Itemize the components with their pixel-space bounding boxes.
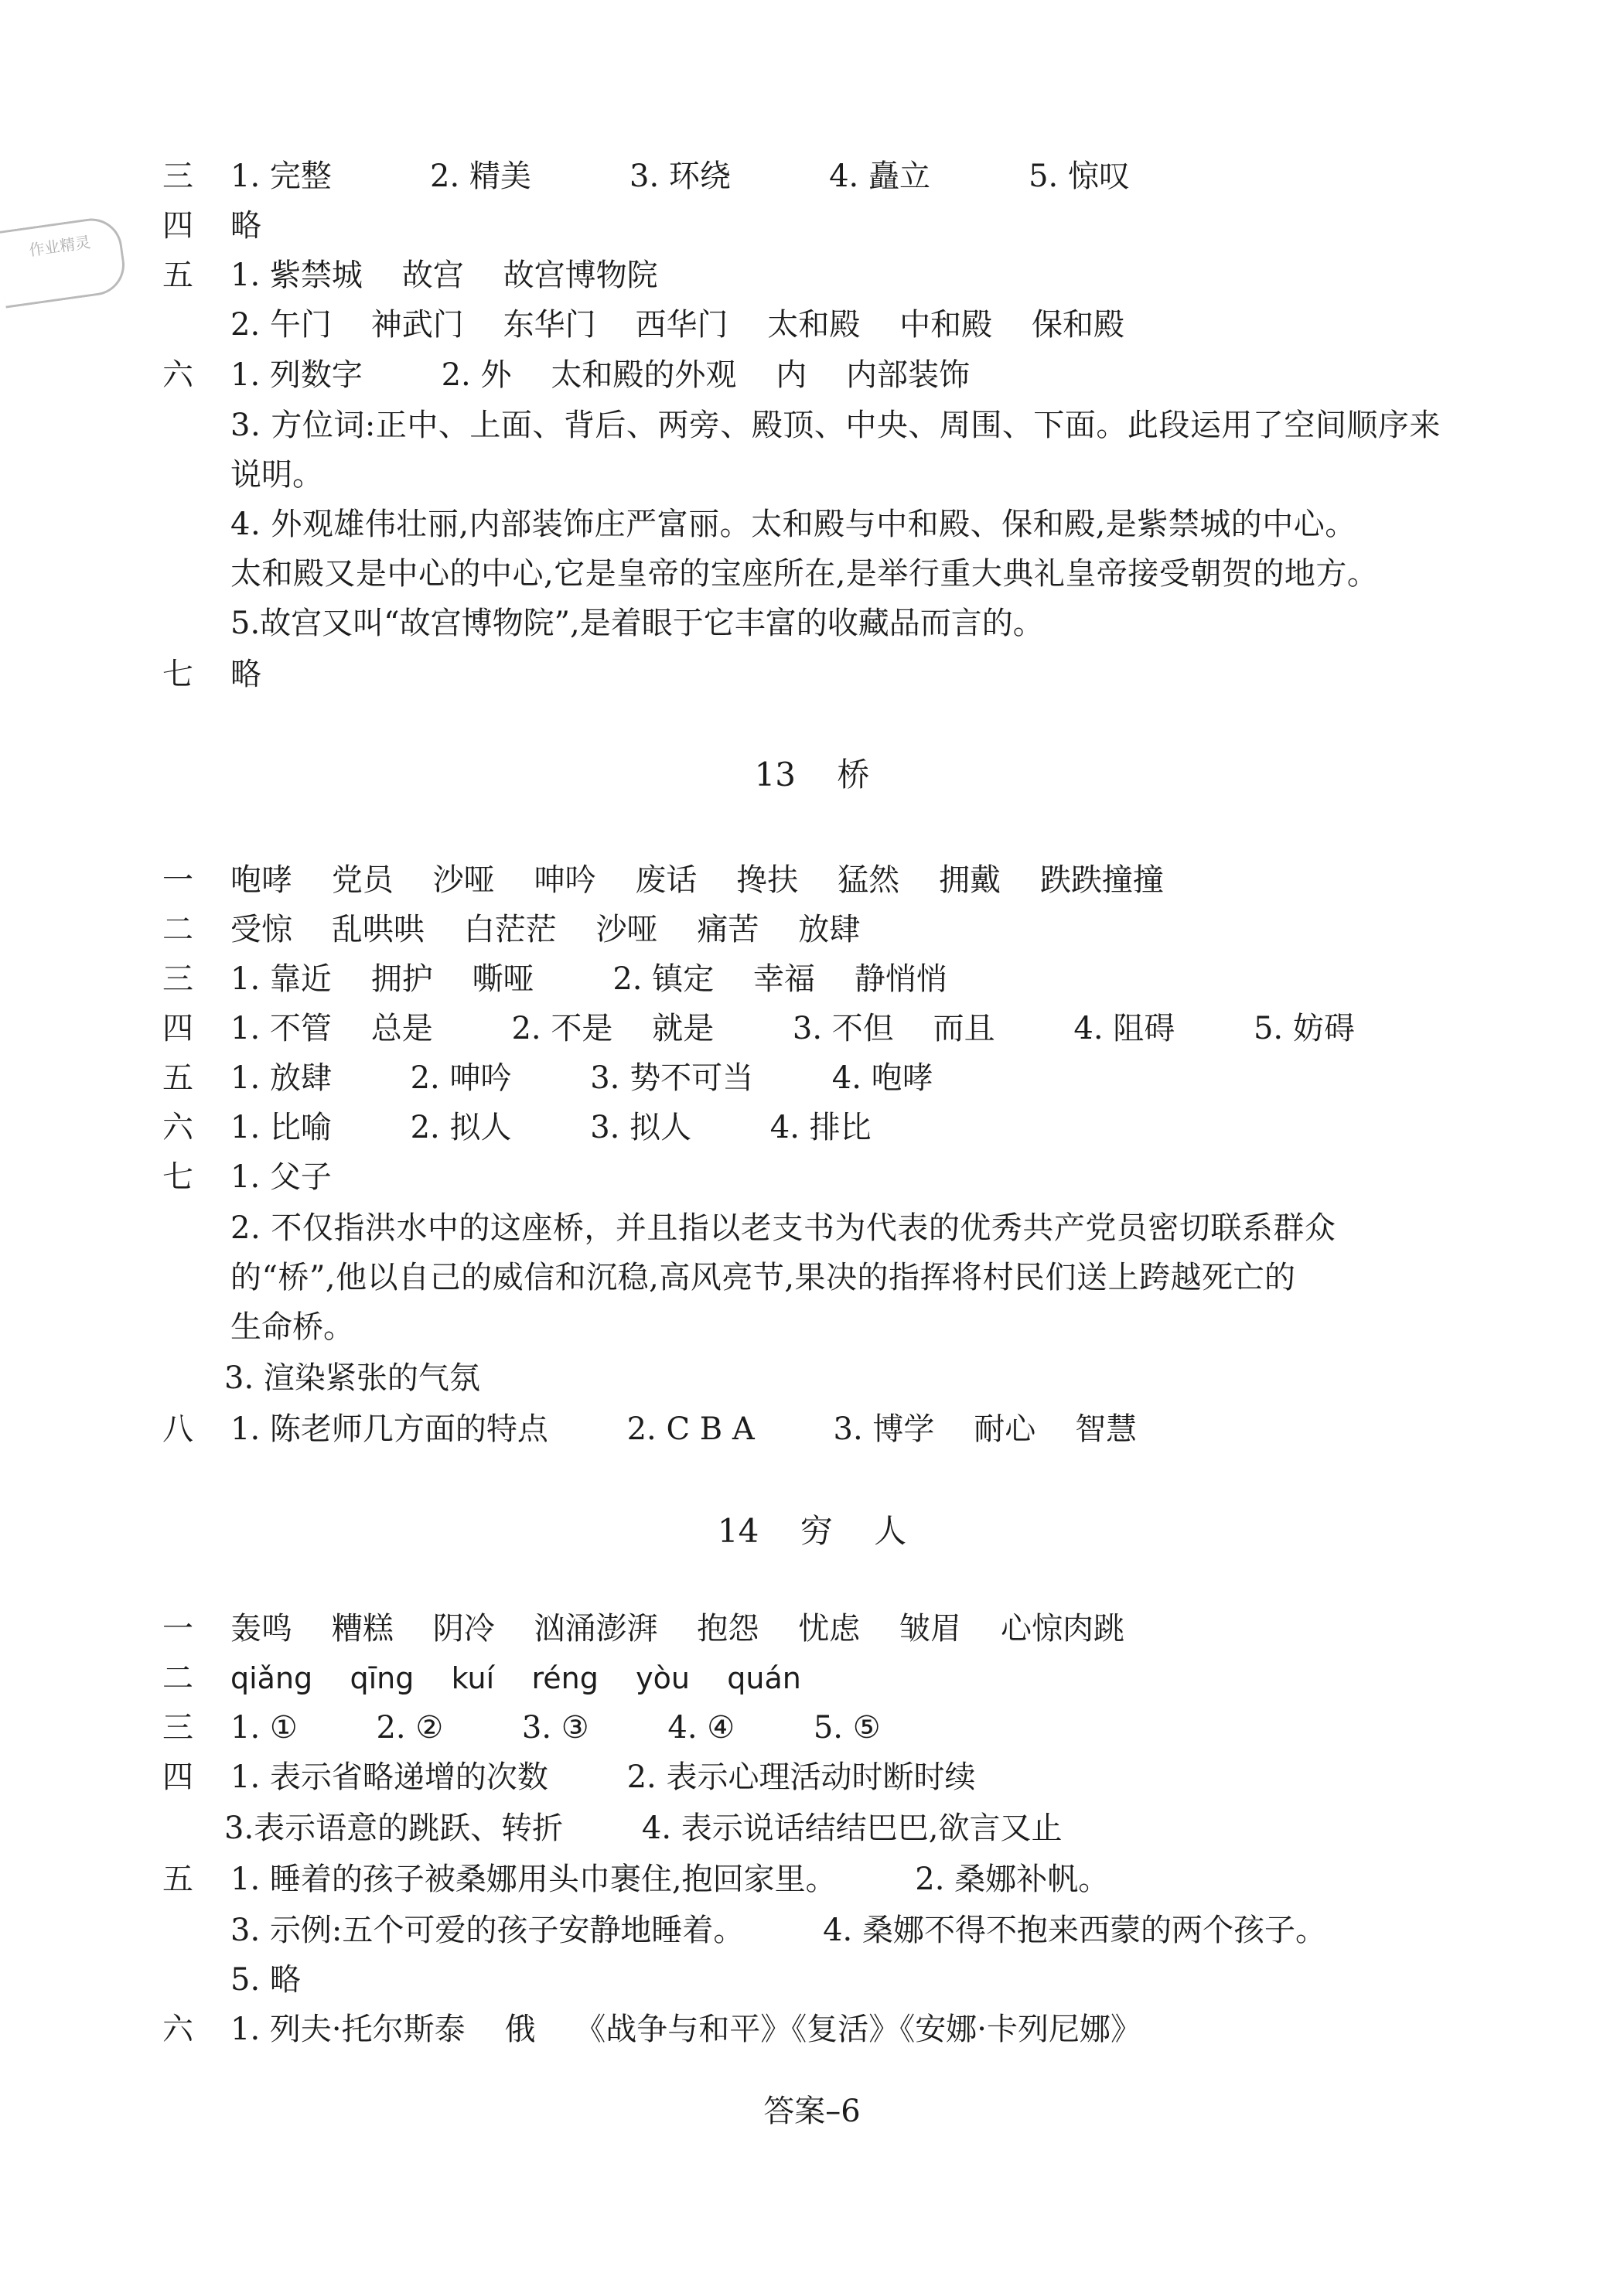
answer-text: 2. 午门 神武门 东华门 西华门 太和殿 中和殿 保和殿 xyxy=(230,307,1125,343)
answer-text: 生命桥。 xyxy=(230,1309,354,1345)
answer-text: 略 xyxy=(230,208,261,244)
answer-text: 的“桥”,他以自己的威信和沉稳,高风亮节,果决的指挥将村民们送上跨越死亡的 xyxy=(230,1260,1296,1295)
stamp-text: 作业精灵 xyxy=(27,232,92,260)
answer-line xyxy=(0,1805,1624,1852)
answer-line xyxy=(0,1254,1624,1301)
answer-line xyxy=(0,501,1624,548)
question-number: 五 xyxy=(162,1060,193,1096)
answer-line xyxy=(0,1705,1624,1751)
answer-line xyxy=(0,1406,1624,1452)
answer-text: 1. ① 2. ② 3. ③ 4. ④ 5. ⑤ xyxy=(230,1710,881,1746)
answer-line xyxy=(0,252,1624,299)
question-number: 二 xyxy=(162,1660,193,1696)
answer-text: 轰鸣 糟糕 阴冷 汹涌澎湃 抱怨 忧虑 皱眉 心惊肉跳 xyxy=(230,1611,1125,1647)
answer-line xyxy=(0,2006,1624,2053)
answer-text: 1. 放肆 2. 呻吟 3. 势不可当 4. 咆哮 xyxy=(230,1060,933,1096)
answer-line xyxy=(0,1907,1624,1954)
question-number: 四 xyxy=(162,1759,193,1795)
question-number: 三 xyxy=(162,159,193,194)
answer-text: 1. 不管 总是 2. 不是 就是 3. 不但 而且 4. 阻碍 5. 妨碍 xyxy=(230,1011,1355,1046)
question-number: 五 xyxy=(162,258,193,293)
answer-text: 5. 略 xyxy=(230,1962,301,1998)
answer-line xyxy=(0,1154,1624,1200)
answer-line xyxy=(0,1055,1624,1101)
answer-text: 2. 不仅指洪水中的这座桥，并且指以老支书为代表的优秀共产党员密切联系群众 xyxy=(230,1210,1336,1246)
question-number: 三 xyxy=(162,1710,193,1746)
answer-line xyxy=(0,1304,1624,1350)
answer-line xyxy=(0,1205,1624,1251)
answer-line xyxy=(0,600,1624,647)
answer-line xyxy=(0,551,1624,597)
answer-text: 1. 表示省略递增的次数 2. 表示心理活动时断时续 xyxy=(230,1759,976,1795)
answer-line xyxy=(0,651,1624,698)
answer-text: 略 xyxy=(230,657,261,692)
answer-line xyxy=(0,402,1624,449)
answer-text: 受惊 乱哄哄 白茫茫 沙哑 痛苦 放肆 xyxy=(230,912,861,947)
section-title: 14 穷 人 xyxy=(717,1512,907,1550)
answer-text: 1. 列夫·托尔斯泰 俄 《战争与和平》《复活》《安娜·卡列尼娜》 xyxy=(230,2012,1142,2047)
question-number: 二 xyxy=(162,912,193,947)
section-title: 13 桥 xyxy=(754,756,870,794)
answer-text: 咆哮 党员 沙哑 呻吟 废话 搀扶 猛然 拥戴 跌跌撞撞 xyxy=(230,862,1164,898)
answer-line xyxy=(0,906,1624,953)
question-number: 四 xyxy=(162,1011,193,1046)
answer-line xyxy=(0,352,1624,398)
answer-line xyxy=(0,452,1624,498)
answer-line xyxy=(0,857,1624,903)
answer-line xyxy=(0,1355,1624,1401)
answer-text: 太和殿又是中心的中心,它是皇帝的宝座所在,是举行重大典礼皇帝接受朝贺的地方。 xyxy=(230,556,1379,592)
answer-text: 1. 比喻 2. 拟人 3. 拟人 4. 排比 xyxy=(230,1110,872,1145)
answer-line xyxy=(0,1606,1624,1652)
answer-line xyxy=(0,302,1624,348)
answer-text: 1. 靠近 拥护 嘶哑 2. 镇定 幸福 静悄悄 xyxy=(230,961,947,997)
answer-text: 3.表示语意的跳跃、转折 4. 表示说话结结巴巴,欲言又止 xyxy=(224,1811,1063,1846)
question-number: 六 xyxy=(162,357,193,393)
answer-line xyxy=(0,1655,1624,1701)
answer-text: 3. 示例:五个可爱的孩子安静地睡着。 4. 桑娜不得不抱来西蒙的两个孩子。 xyxy=(230,1913,1326,1948)
question-number: 一 xyxy=(162,862,193,898)
answer-text: 说明。 xyxy=(230,457,323,493)
page-number: 答案–6 xyxy=(763,2094,861,2129)
question-number: 八 xyxy=(162,1411,193,1447)
answer-line xyxy=(0,956,1624,1002)
answer-line xyxy=(0,153,1624,200)
answer-text: 1. 父子 xyxy=(230,1159,332,1195)
answer-text: 1. 完整 2. 精美 3. 环绕 4. 矗立 5. 惊叹 xyxy=(230,159,1130,194)
answer-line xyxy=(0,203,1624,249)
question-number: 七 xyxy=(162,657,193,692)
question-number: 六 xyxy=(162,1110,193,1145)
question-number: 七 xyxy=(162,1159,193,1195)
question-number: 五 xyxy=(162,1862,193,1897)
answer-line xyxy=(0,1856,1624,1903)
answer-text: 1. 列数字 2. 外 太和殿的外观 内 内部装饰 xyxy=(230,357,971,393)
answer-line xyxy=(0,1104,1624,1151)
answer-line xyxy=(0,1957,1624,2003)
answer-text: 3. 渲染紧张的气氛 xyxy=(224,1360,480,1396)
answer-text: 4. 外观雄伟壮丽,内部装饰庄严富丽。太和殿与中和殿、保和殿,是紫禁城的中心。 xyxy=(230,507,1356,542)
answer-text: 1. 陈老师几方面的特点 2. C B A 3. 博学 耐心 智慧 xyxy=(230,1411,1138,1447)
question-number: 三 xyxy=(162,961,193,997)
answer-text: 5.故宫又叫“故宫博物院”,是着眼于它丰富的收藏品而言的。 xyxy=(230,606,1044,641)
answer-text: 1. 紫禁城 故宫 故宫博物院 xyxy=(230,258,658,293)
answer-text: 3. 方位词:正中、上面、背后、两旁、殿顶、中央、周围、下面。此段运用了空间顺序来 xyxy=(230,408,1441,443)
answer-text: 1. 睡着的孩子被桑娜用头巾裹住,抱回家里。 2. 桑娜补帆。 xyxy=(230,1862,1110,1897)
pinyin-text: qiǎng qīng kuí réng yòu quán xyxy=(230,1661,801,1695)
question-number: 四 xyxy=(162,208,193,244)
question-number: 六 xyxy=(162,2012,193,2047)
question-number: 一 xyxy=(162,1611,193,1647)
answer-line xyxy=(0,1005,1624,1052)
answer-line xyxy=(0,1754,1624,1800)
